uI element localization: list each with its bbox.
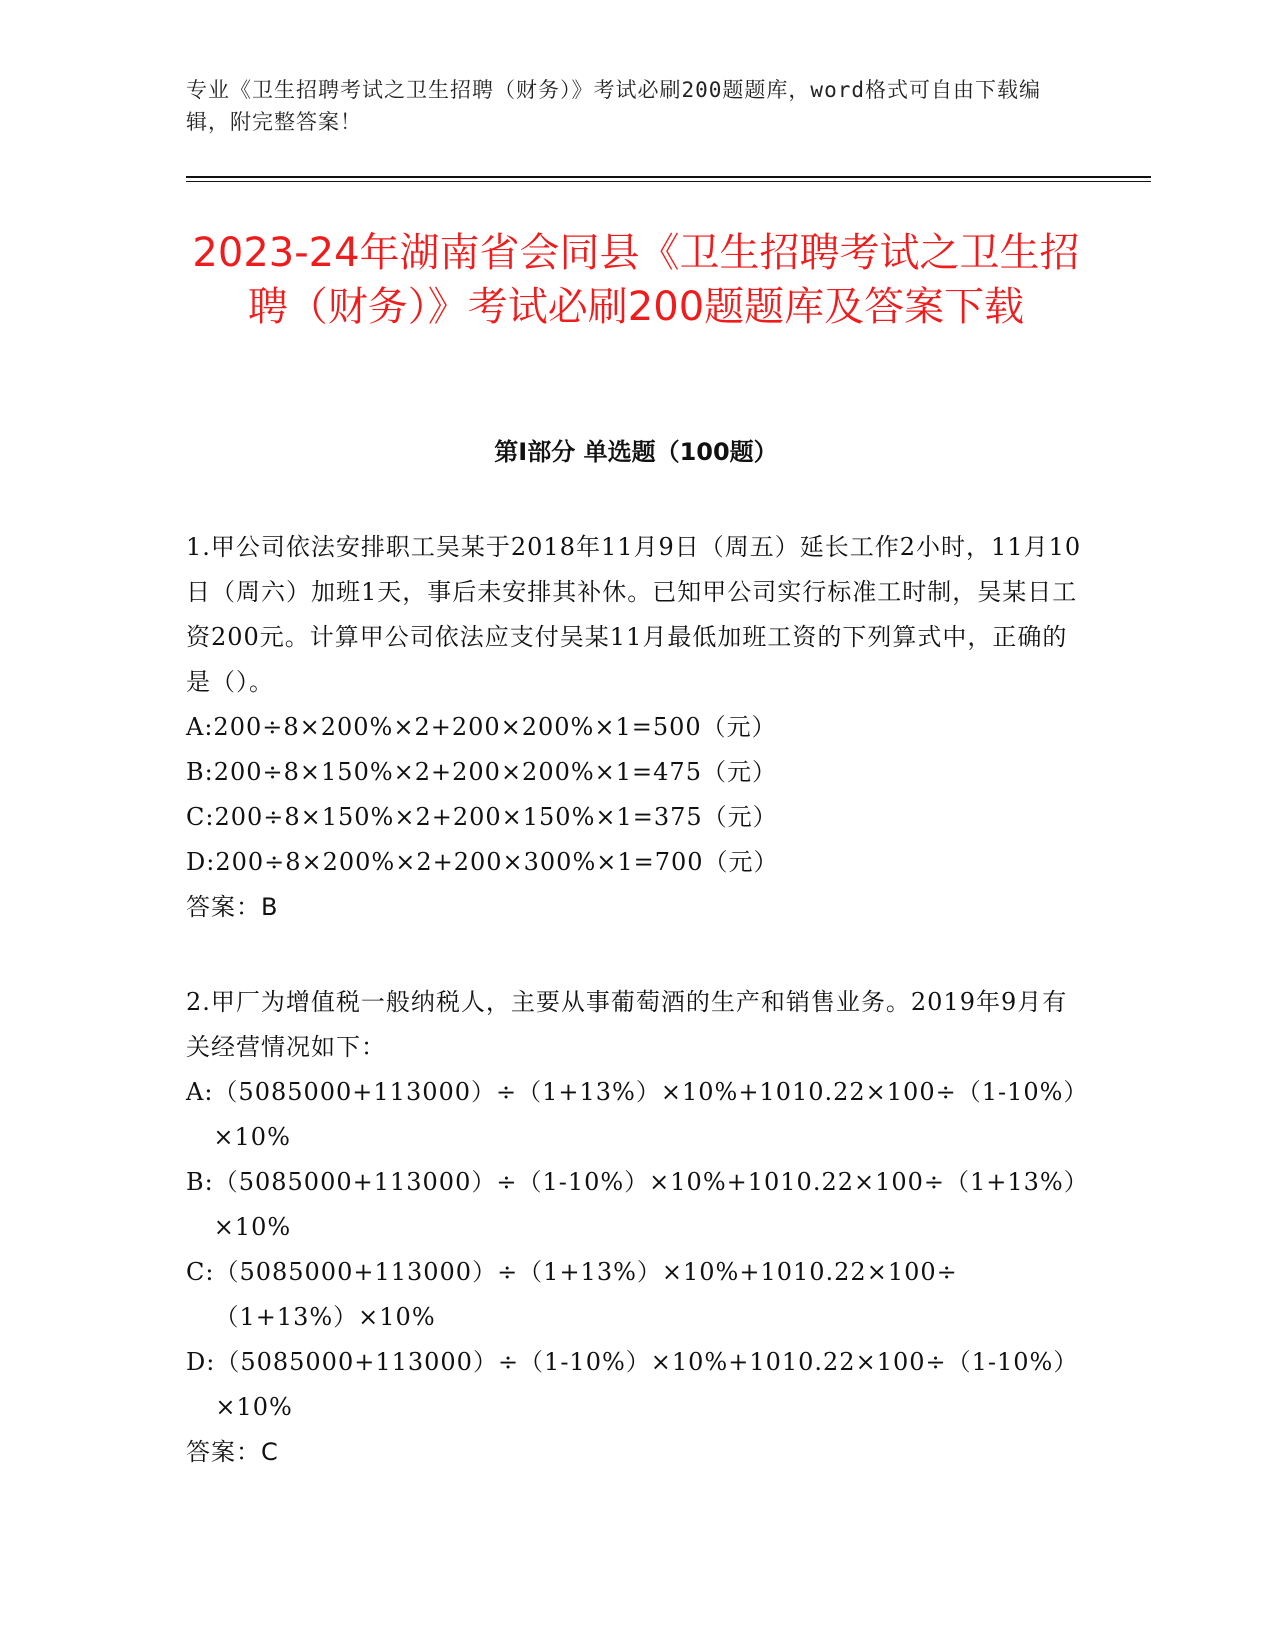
question-stem: 2.甲厂为增值税一般纳税人，主要从事葡萄酒的生产和销售业务。2019年9月有关经营情况如下： bbox=[186, 988, 1068, 1061]
option-c bbox=[186, 795, 1086, 840]
option-letter: B: bbox=[186, 1168, 214, 1196]
section-title: 第I部分 单选题（100题） bbox=[494, 438, 778, 466]
option-a bbox=[186, 1070, 1086, 1160]
question-1 bbox=[186, 525, 1086, 930]
option-letter: C: bbox=[186, 803, 215, 831]
option-text: 200÷8×200%×2+200×200%×1=500（元） bbox=[213, 713, 777, 741]
option-letter: D: bbox=[186, 848, 216, 876]
option-letter: D: bbox=[186, 1348, 216, 1376]
header-divider-thin bbox=[186, 181, 1151, 182]
option-text: 200÷8×150%×2+200×200%×1=475（元） bbox=[213, 758, 777, 786]
option-text: （5085000+113000）÷（1-10%）×10%+1010.22×100÷（1-10%）×10% bbox=[215, 1348, 1079, 1421]
option-c bbox=[186, 1250, 1086, 1340]
option-d bbox=[186, 840, 1086, 885]
question-2 bbox=[186, 980, 1086, 1475]
option-b bbox=[186, 1160, 1086, 1250]
header-divider-thick bbox=[186, 176, 1151, 178]
answer: 答案：C bbox=[186, 1438, 279, 1466]
question-stem: 1.甲公司依法安排职工吴某于2018年11月9日（周五）延长工作2小时，11月10日（周六）加班1天，事后未安排其补休。已知甲公司实行标准工时制，吴某日工资200元。计算甲公司依法应支付吴某11月最低加班工资的下列算式中，正确的是（）。 bbox=[186, 533, 1082, 696]
header-note: 专业《卫生招聘考试之卫生招聘（财务）》考试必刷200题题库，word格式可自由下载编辑，附完整答案！ bbox=[186, 78, 1041, 134]
option-letter: A: bbox=[186, 1078, 214, 1106]
option-text: （5085000+113000）÷（1+13%）×10%+1010.22×100÷（1+13%）×10% bbox=[214, 1258, 958, 1331]
option-text: 200÷8×200%×2+200×300%×1=700（元） bbox=[215, 848, 779, 876]
option-text: （5085000+113000）÷（1-10%）×10%+1010.22×100÷（1+13%）×10% bbox=[213, 1168, 1077, 1241]
option-text: 200÷8×150%×2+200×150%×1=375（元） bbox=[214, 803, 778, 831]
document-title: 2023-24年湖南省会同县《卫生招聘考试之卫生招聘（财务）》考试必刷200题题库及答案下载 bbox=[192, 230, 1080, 330]
option-a bbox=[186, 705, 1086, 750]
option-letter: B: bbox=[186, 758, 214, 786]
option-letter: A: bbox=[186, 713, 214, 741]
answer: 答案：B bbox=[186, 893, 279, 921]
option-b bbox=[186, 750, 1086, 795]
option-text: （5085000+113000）÷（1+13%）×10%+1010.22×100÷（1-10%）×10% bbox=[213, 1078, 1077, 1151]
option-letter: C: bbox=[186, 1258, 215, 1286]
option-d bbox=[186, 1340, 1086, 1430]
